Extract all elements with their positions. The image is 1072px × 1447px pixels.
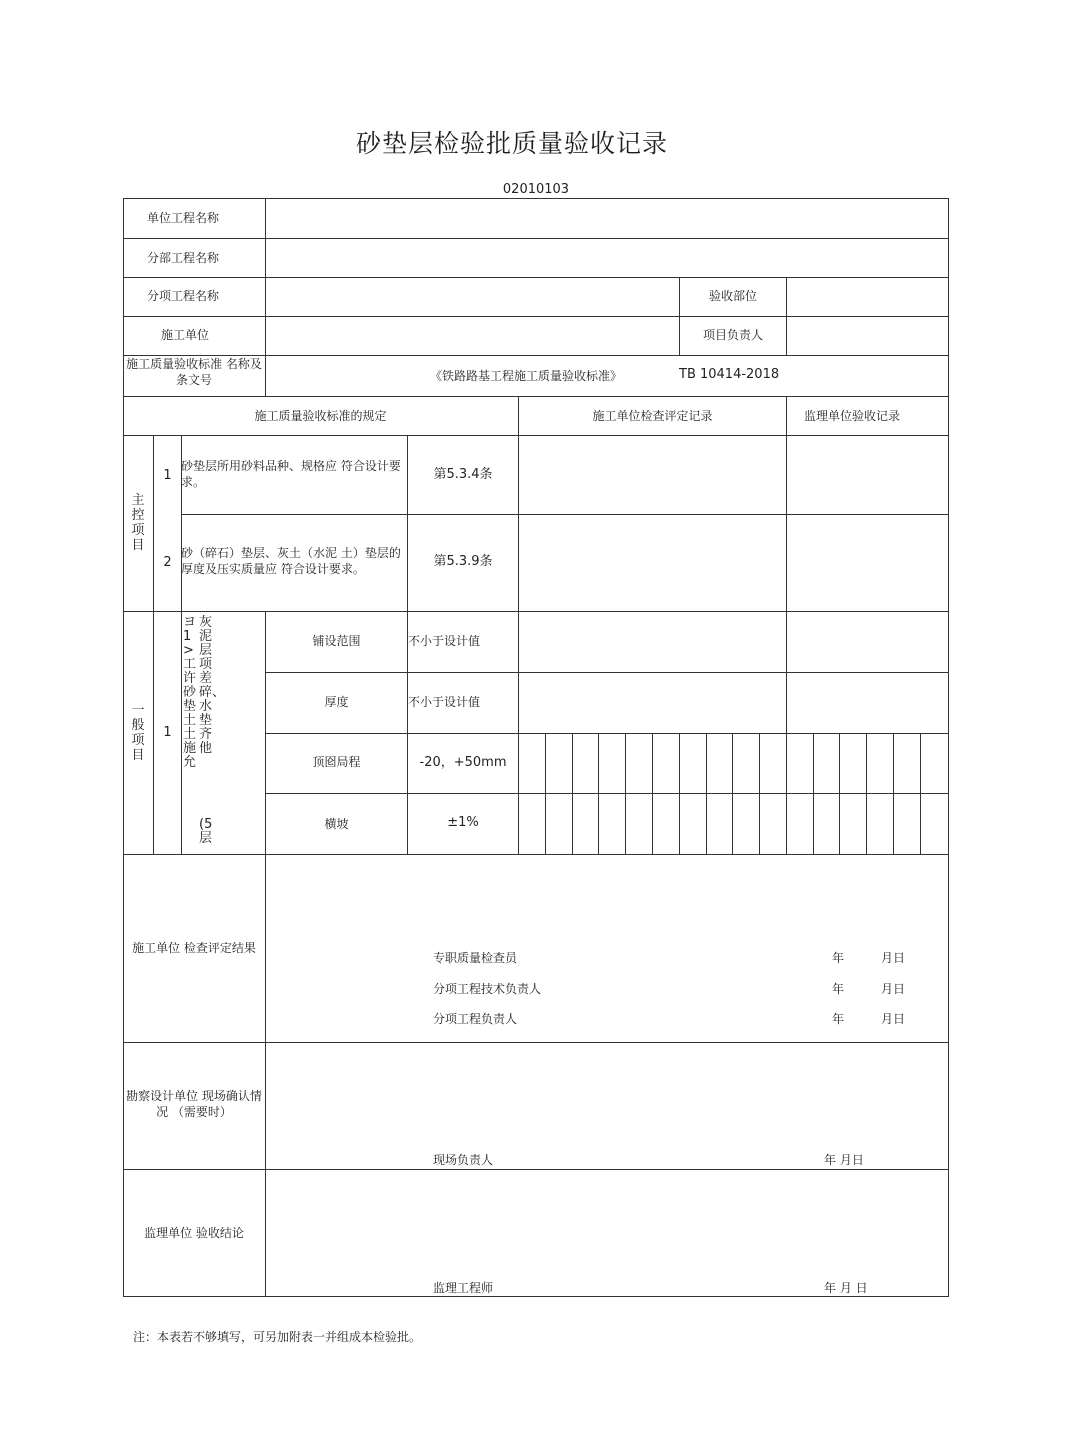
contractor-result-label: 施工单位 检查评定结果 <box>132 941 256 955</box>
general-item-name-4: 横坡 <box>324 817 349 831</box>
division-project-label: 分部工程名称 <box>146 251 219 265</box>
standard-code: TB 10414-2018 <box>679 367 780 382</box>
quality-inspector-year: 年 <box>832 951 845 965</box>
site-leader-date: 年 月日 <box>824 1153 864 1167</box>
footnote: 注：本表若不够填写，可另加附表一并组成本检验批。 <box>133 1330 422 1344</box>
supervisor-conclusion-label: 监理单位 验收结论 <box>144 1226 244 1240</box>
main-item-1-no: 1 <box>163 468 172 483</box>
form-code: 02010103 <box>502 182 570 197</box>
technical-lead-monthday: 月日 <box>881 982 906 996</box>
spec-header: 施工质量验收标准的规定 <box>254 409 387 423</box>
subitem-lead-label: 分项工程负责人 <box>433 1012 518 1026</box>
subitem-lead-year: 年 <box>832 1012 845 1026</box>
site-leader-label: 现场负责人 <box>433 1153 494 1167</box>
construction-unit-label: 施工单位 <box>160 328 209 342</box>
main-item-1-clause: 第5.3.4条 <box>433 467 493 482</box>
technical-lead-year: 年 <box>832 982 845 996</box>
project-leader-label: 项目负责人 <box>702 328 763 342</box>
main-item-2-text: 砂（碎石）垫层、灰土（水泥 土）垫层的厚度及压实质量应 符合设计要求。 <box>181 546 401 576</box>
main-item-2-clause: 第5.3.9条 <box>433 554 493 569</box>
supervisor-record-header: 监理单位验收记录 <box>803 409 900 423</box>
general-item-garbled-bottom: (5层 <box>199 817 213 846</box>
general-item-tolerance-3: -20，+50mm <box>419 755 507 770</box>
subitem-lead-monthday: 月日 <box>881 1012 906 1026</box>
main-control-label: 主控项目 <box>131 493 145 553</box>
general-item-tolerance-1: 不小于设计值 <box>408 634 481 648</box>
supervising-engineer-label: 监理工程师 <box>433 1281 494 1295</box>
general-item-name-1: 铺设范围 <box>312 634 361 648</box>
acceptance-part-label: 验收部位 <box>708 289 757 303</box>
quality-inspector-label: 专职质量检查员 <box>433 951 518 965</box>
technical-lead-label: 分项工程技术负责人 <box>433 982 542 996</box>
contractor-record-header: 施工单位检查评定记录 <box>592 409 713 423</box>
subitem-project-label: 分项工程名称 <box>146 289 219 303</box>
unit-project-label: 单位工程名称 <box>146 211 219 225</box>
standard-label: 施工质量验收标准 名称及条文号 <box>126 357 262 387</box>
supervising-engineer-date: 年 月 日 <box>824 1281 868 1295</box>
general-items-label: 一般项目 <box>131 703 145 763</box>
general-item-tolerance-4: ±1% <box>447 815 479 830</box>
document-title: 砂垫层检验批质量验收记录 <box>355 129 668 158</box>
main-item-2-no: 2 <box>163 555 172 570</box>
general-item-tolerance-2: 不小于设计值 <box>408 695 481 709</box>
quality-inspector-monthday: 月日 <box>881 951 906 965</box>
general-item-garbled-col-1: ヨ1>工许砂垫土土施允 <box>183 615 197 770</box>
survey-design-label: 勘察设计单位 现场确认情况 （需要时） <box>126 1089 262 1119</box>
standard-name: 《铁路路基工程施工质量验收标准》 <box>430 369 623 383</box>
general-item-no: 1 <box>163 725 172 740</box>
general-item-name-3: 顶囵局程 <box>312 755 361 769</box>
general-item-name-2: 厚度 <box>324 695 349 709</box>
inspection-form <box>123 198 949 1297</box>
general-item-garbled-col-2: 灰泥层项差碎、水垫齐他 <box>199 615 226 756</box>
main-item-1-text: 砂垫层所用砂料品种、规格应 符合设计要求。 <box>181 459 401 489</box>
